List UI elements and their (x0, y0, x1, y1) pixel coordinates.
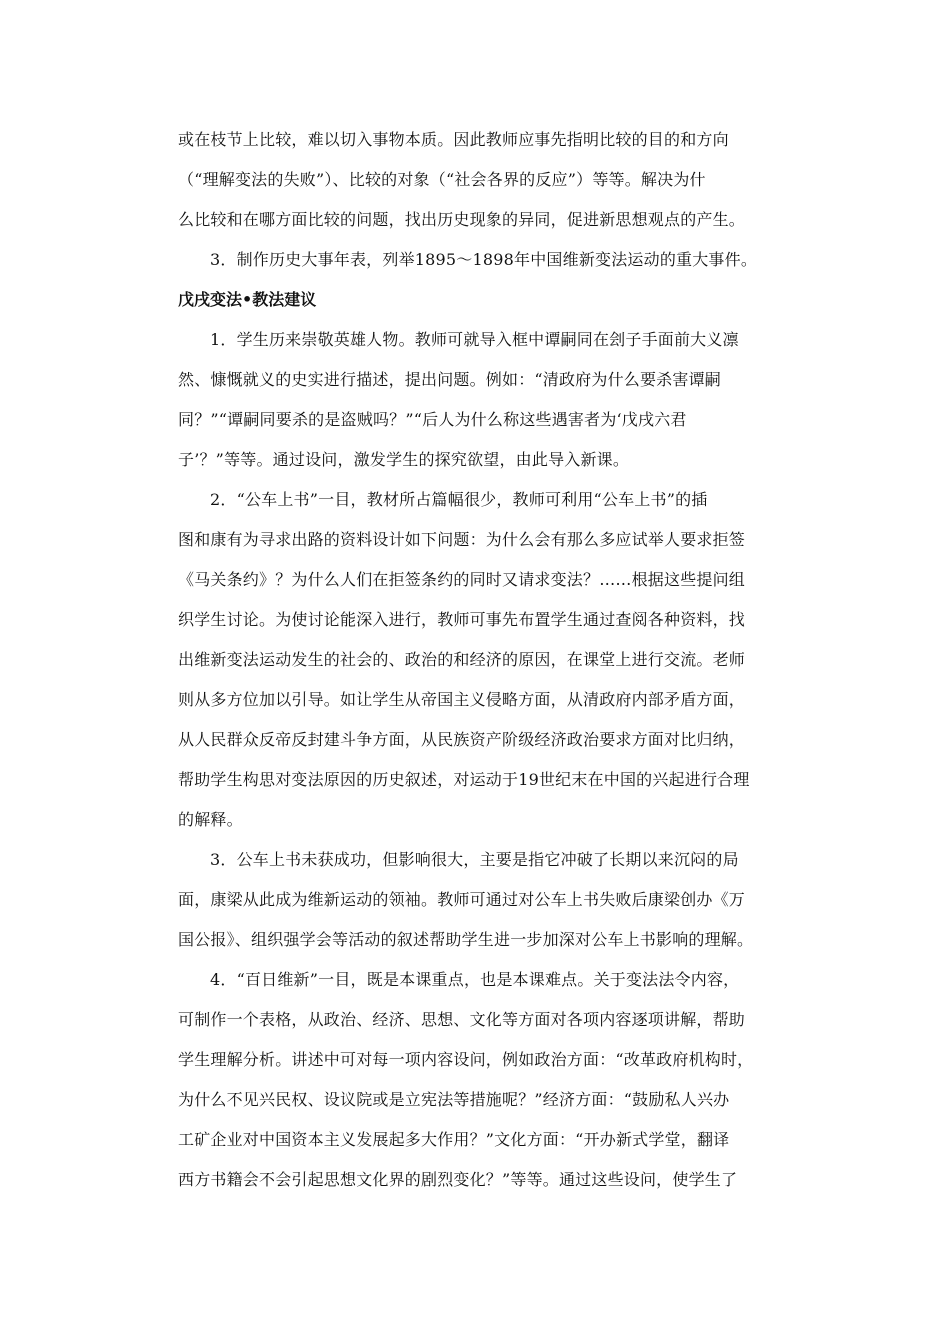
text-line: 西方书籍会不会引起思想文化界的剧烈变化？”等等。通过这些设问，使学生了 (178, 1170, 738, 1189)
text-line: 可制作一个表格，从政治、经济、思想、文化等方面对各项内容逐项讲解，帮助 (178, 1010, 746, 1029)
text-line: 2．“公车上书”一目，教材所占篇幅很少，教师可利用“公车上书”的插 (210, 490, 708, 509)
text-line: 么比较和在哪方面比较的问题，找出历史现象的异同，促进新思想观点的产生。 (178, 210, 746, 229)
text-line: 帮助学生构思对变法原因的历史叙述，对运动于19世纪末在中国的兴起进行合理 (178, 770, 750, 789)
text-line: 学生理解分析。讲述中可对每一项内容设问，例如政治方面：“改革政府机构时， (178, 1050, 754, 1069)
document-body (178, 120, 778, 1200)
paragraph-block-before-heading (178, 120, 778, 280)
text-line: 4．“百日维新”一目，既是本课重点，也是本课难点。关于变法法令内容， (210, 970, 740, 989)
section-heading: 戊戌变法•教法建议 (178, 290, 317, 309)
text-line: 同？”“谭嗣同要杀的是盗贼吗？”“后人为什么称这些遇害者为‘戊戌六君 (178, 410, 687, 429)
text-line: 或在枝节上比较，难以切入事物本质。因此教师应事先指明比较的目的和方向 (178, 130, 729, 149)
text-line: 3．公车上书未获成功，但影响很大，主要是指它冲破了长期以来沉闷的局 (210, 850, 739, 869)
text-line: 3．制作历史大事年表，列举1895～1898年中国维新变法运动的重大事件。 (210, 250, 758, 269)
text-line: 国公报》、组织强学会等活动的叙述帮助学生进一步加深对公车上书影响的理解。 (178, 930, 754, 949)
text-line: （“理解变法的失败”）、比较的对象（“社会各界的反应”）等等。解决为什 (178, 170, 706, 189)
text-line: 1．学生历来崇敬英雄人物。教师可就导入框中谭嗣同在刽子手面前大义凛 (210, 330, 739, 349)
text-line: 子’？”等等。通过设问，激发学生的探究欲望，由此导入新课。 (178, 450, 630, 469)
text-line: 则从多方位加以引导。如让学生从帝国主义侵略方面，从清政府内部矛盾方面， (178, 690, 746, 709)
text-line: 工矿企业对中国资本主义发展起多大作用？”文化方面：“开办新式学堂，翻译 (178, 1130, 730, 1149)
text-line: 的解释。 (178, 810, 243, 829)
text-line: 《马关条约》？为什么人们在拒签条约的同时又请求变法？……根据这些提问组 (178, 570, 746, 589)
text-line: 面，康梁从此成为维新运动的领袖。教师可通过对公车上书失败后康梁创办《万 (178, 890, 746, 909)
text-line: 然、慷慨就义的史实进行描述，提出问题。例如：“清政府为什么要杀害谭嗣 (178, 370, 721, 389)
text-line: 为什么不见兴民权、设议院或是立宪法等措施呢？”经济方面：“鼓励私人兴办 (178, 1090, 730, 1109)
text-line: 织学生讨论。为使讨论能深入进行，教师可事先布置学生通过查阅各种资料，找 (178, 610, 746, 629)
text-line: 图和康有为寻求出路的资料设计如下问题：为什么会有那么多应试举人要求拒签 (178, 530, 746, 549)
paragraph-block-after-heading (178, 320, 778, 1200)
text-line: 出维新变法运动发生的社会的、政治的和经济的原因，在课堂上进行交流。老师 (178, 650, 746, 669)
text-line: 从人民群众反帝反封建斗争方面，从民族资产阶级经济政治要求方面对比归纳， (178, 730, 746, 749)
